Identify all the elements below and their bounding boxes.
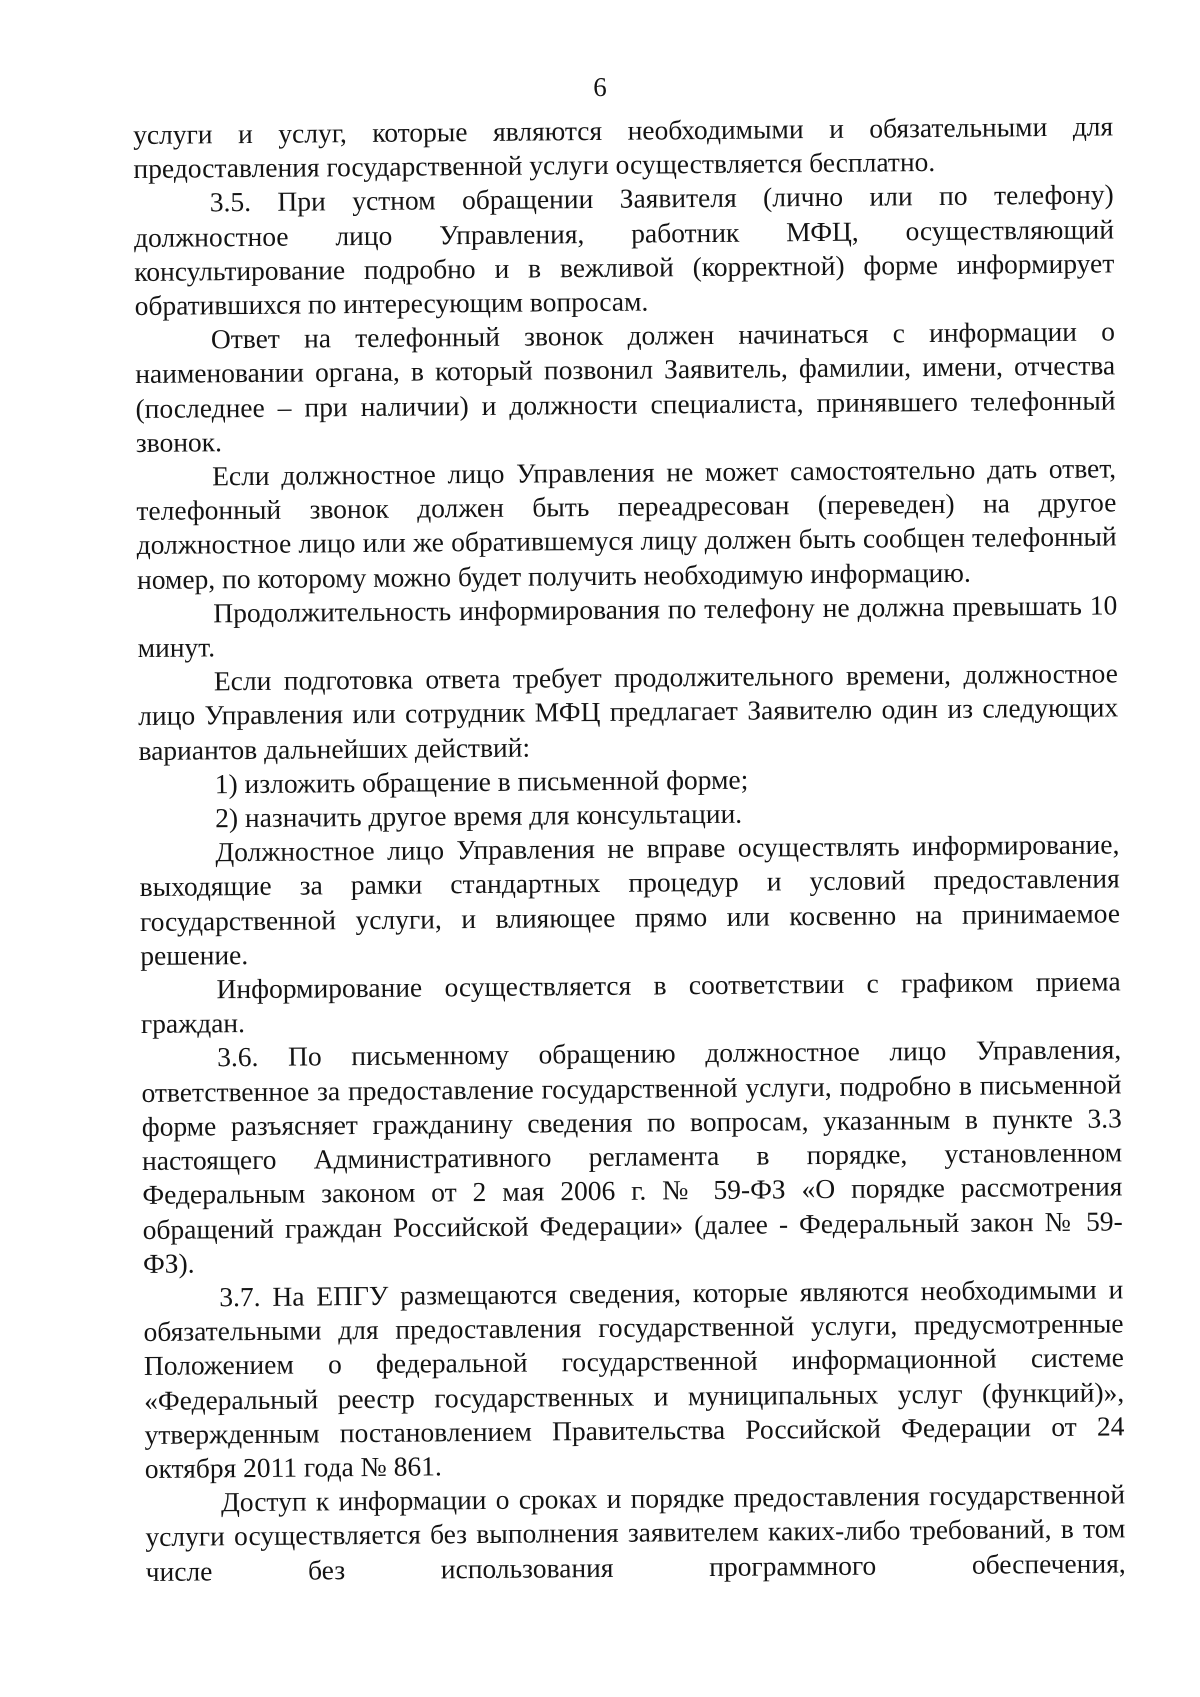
paragraph: Доступ к информации о сроках и порядке предоставления государственной услуги осуществляется без выполнения заявителем каких-либо требований, в том числе без использования программного обеспечения, bbox=[145, 1478, 1126, 1587]
paragraph-section-3-6: 3.6. По письменному обращению должностное лицо Управления, ответственное за предоставление государственной услуги, подробно в письменной форме разъясняет гражданину сведения по вопросам, указанным в пункте 3.3 настоящего Административного регламента в порядке, установленном Федеральным законом от 2 мая 2006 г. № 59-ФЗ «О порядке рассмотрения обращений граждан Российской Федерации» (далее - Федеральный закон № 59-ФЗ). bbox=[141, 1033, 1123, 1279]
page-number: 6 bbox=[593, 72, 607, 102]
paragraph: Продолжительность информирования по телефону не должна превышать 10 минут. bbox=[137, 589, 1118, 664]
paragraph: Если должностное лицо Управления не может самостоятельно дать ответ, телефонный звонок должен быть переадресован (переведен) на другое должностное лицо или же обратившемуся лицу должен быть сообщен телефонный номер, по которому можно будет получить необходимую информацию. bbox=[136, 452, 1117, 595]
list-item: 1) изложить обращение в письменной форме; bbox=[214, 763, 749, 800]
paragraph: Если подготовка ответа требует продолжительного времени, должностное лицо Управления или сотрудник МФЦ предлагает Заявителю один из следующих вариантов дальнейших действий: bbox=[138, 657, 1119, 766]
document-body bbox=[133, 109, 1126, 1588]
paragraph-section-3-7: 3.7. На ЕПГУ размещаются сведения, которые являются необходимыми и обязательными для предоставления государственной услуги, предусмотренные Положением о федеральной государственной информационной системе «Федеральный реестр государственных и муниципальных услуг (функций)», утвержденным постановлением Правительства Российской Федерации от 24 октября 2011 года № 861. bbox=[143, 1273, 1125, 1484]
paragraph-section-3-5: 3.5. При устном обращении Заявителя (лично или по телефону) должностное лицо Управления, работник МФЦ, осуществляющий консультирование подробно и в вежливой (корректной) форме информирует обратившихся по интересующим вопросам. bbox=[133, 178, 1115, 322]
paragraph: Информирование осуществляется в соответствии с графиком приема граждан. bbox=[140, 965, 1121, 1040]
list-item: 2) назначить другое время для консультации. bbox=[214, 797, 743, 834]
paragraph: услуги и услуг, которые являются необходимыми и обязательными для предоставления государственной услуги осуществляется бесплатно. bbox=[133, 110, 1114, 185]
paragraph: Должностное лицо Управления не вправе осуществлять информирование, выходящие за рамки стандартных процедур и условий предоставления государственной услуги, и влияющее прямо или косвенно на принимаемое решение. bbox=[139, 828, 1121, 971]
paragraph: Ответ на телефонный звонок должен начинаться с информации о наименовании органа, в который позвонил Заявитель, фамилии, имени, отчества (последнее – при наличии) и должности специалиста, принявшего телефонный звонок. bbox=[135, 315, 1116, 458]
